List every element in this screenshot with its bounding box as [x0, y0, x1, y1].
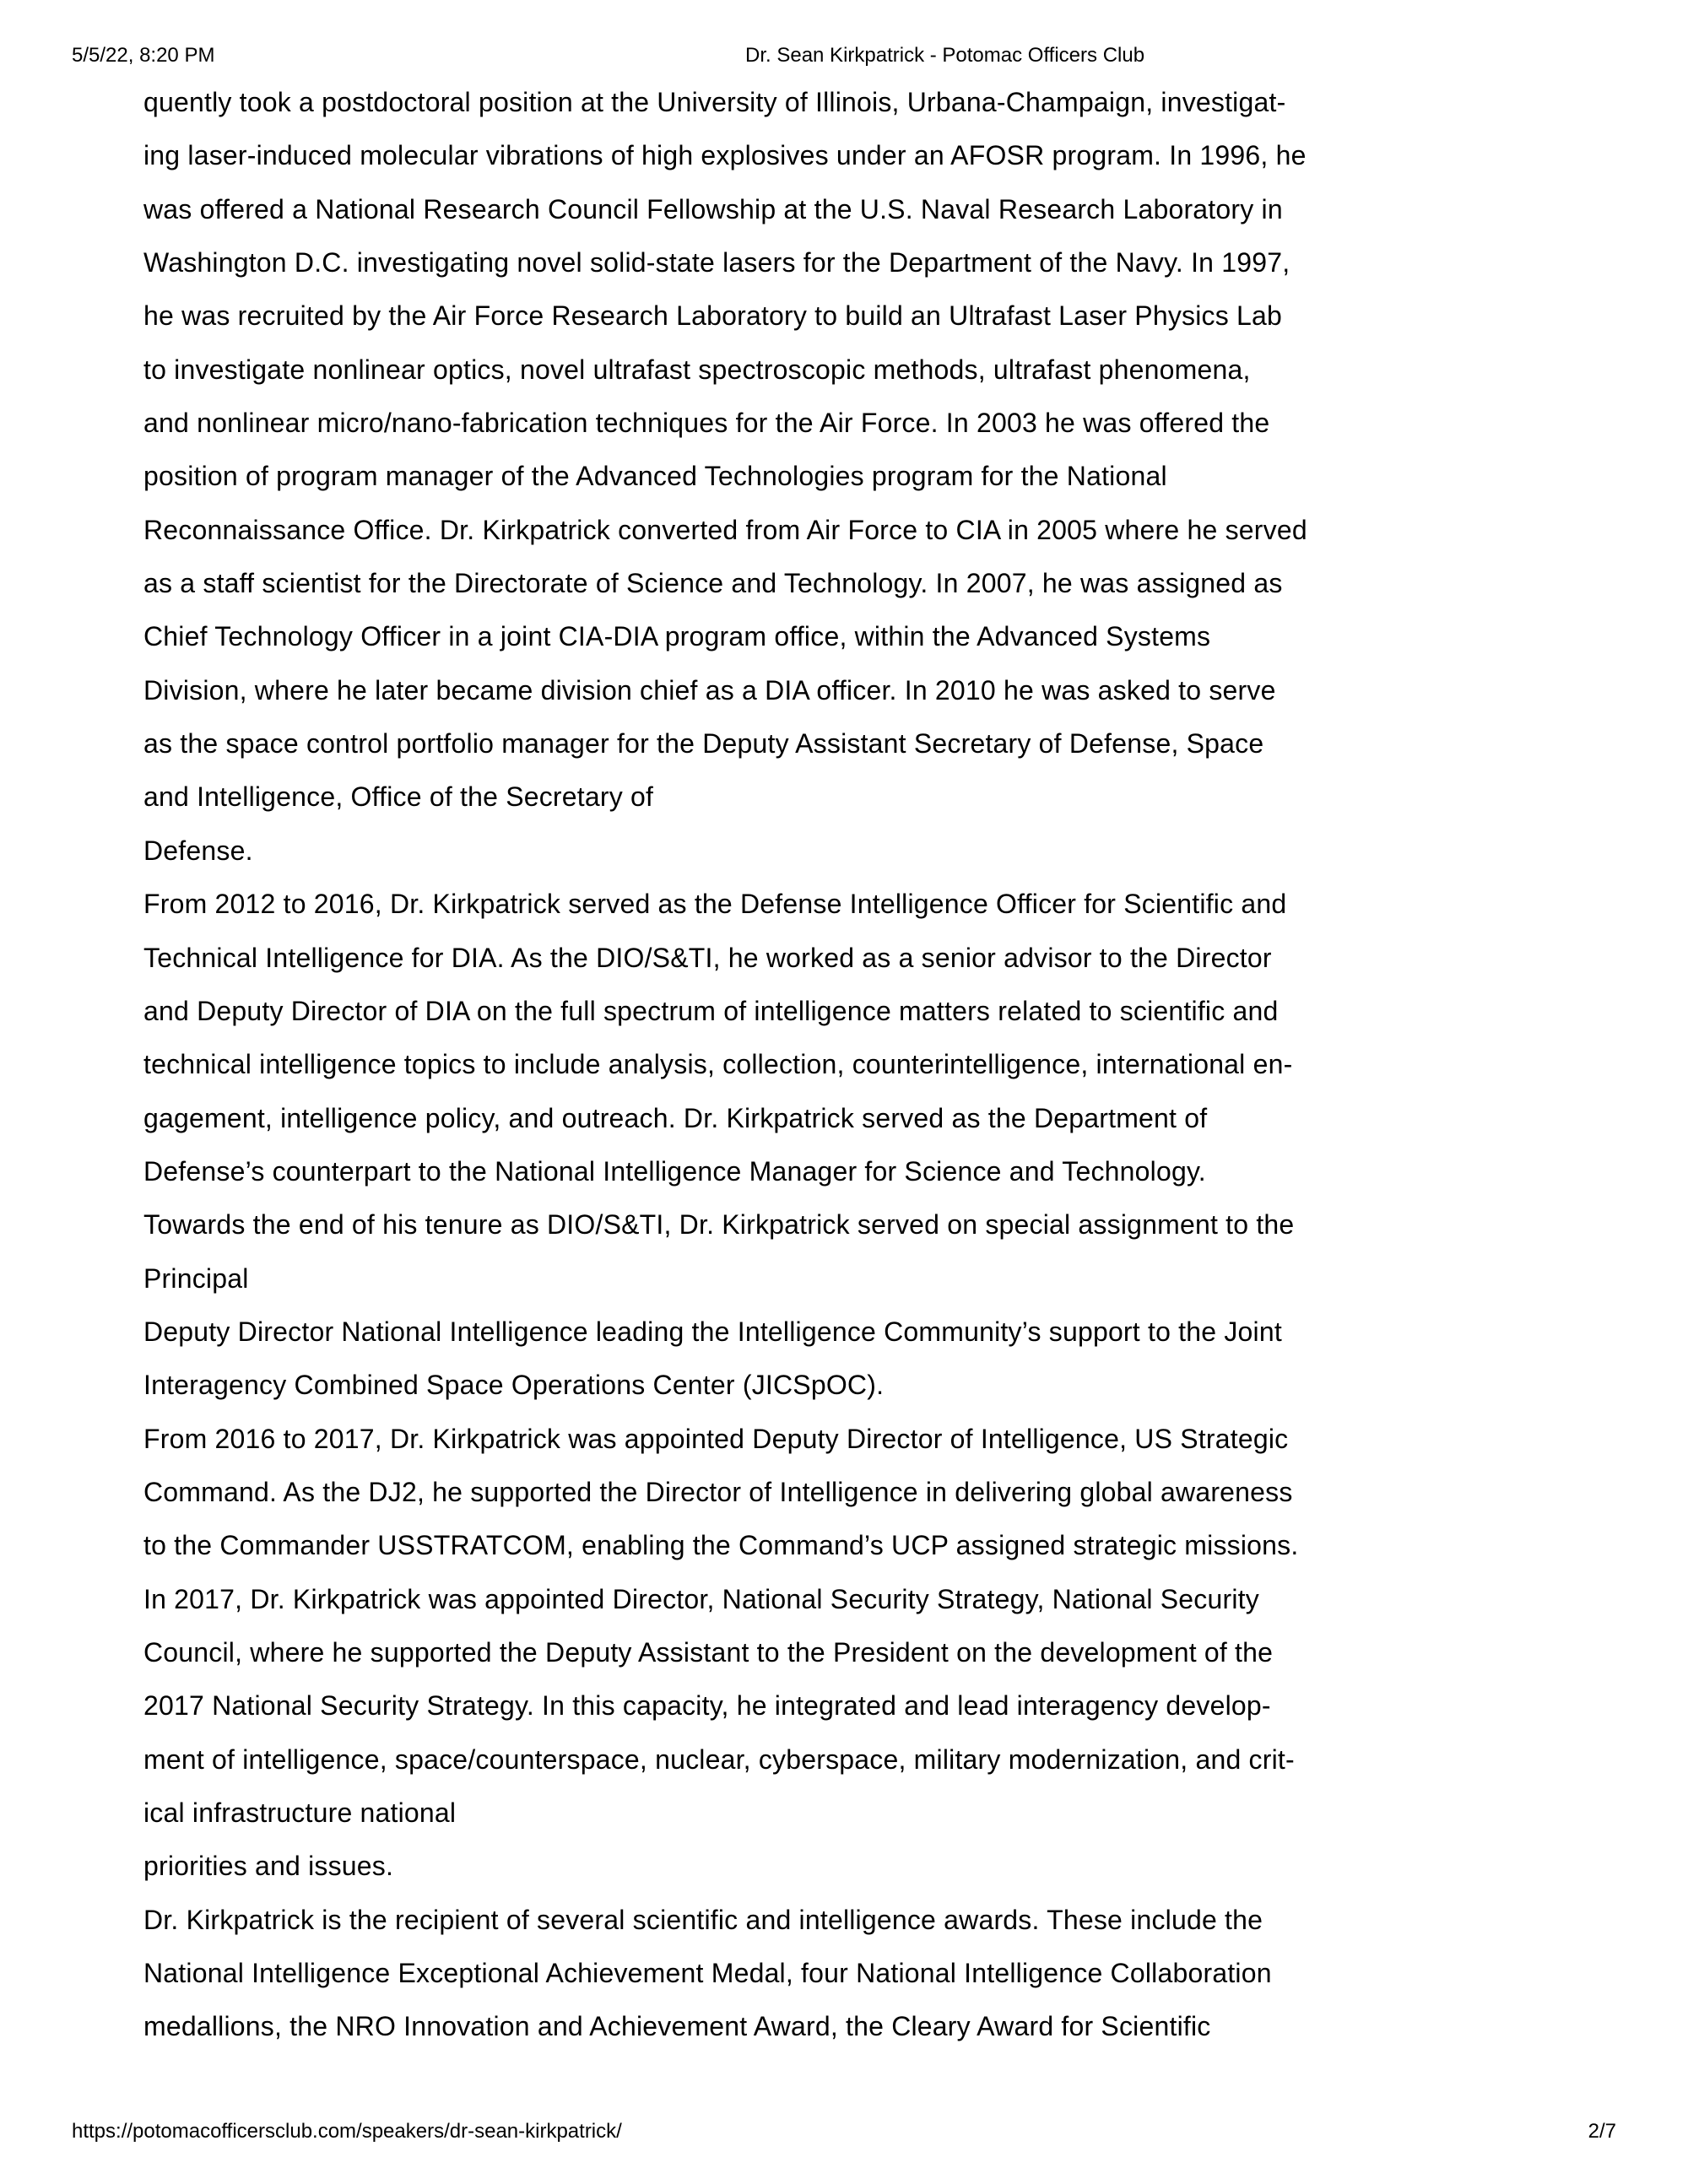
print-footer-page-indicator: 2/7: [1588, 2120, 1616, 2143]
body-line: 2017 National Security Strategy. In this capacity, he integrated and lead interagency develop-: [143, 1690, 1271, 1722]
document-body: [143, 76, 1595, 2054]
print-header-datetime: 5/5/22, 8:20 PM: [72, 44, 215, 67]
body-line: From 2012 to 2016, Dr. Kirkpatrick served as the Defense Intelligence Officer for Scientific and: [143, 889, 1287, 920]
body-line: ment of intelligence, space/counterspace, nuclear, cyberspace, military modernization, and crit-: [143, 1743, 1295, 1775]
body-line: gagement, intelligence policy, and outreach. Dr. Kirkpatrick served as the Department of: [143, 1102, 1208, 1133]
body-line: Interagency Combined Space Operations Center (JICSpOC).: [143, 1370, 885, 1401]
body-line: Council, where he supported the Deputy Assistant to the President on the development of the: [143, 1636, 1274, 1668]
body-line: quently took a postdoctoral position at the University of Illinois, Urbana-Champaign, investigat-: [143, 87, 1286, 117]
body-line: Division, where he later became division chief as a DIA officer. In 2010 he was asked to serve: [143, 674, 1276, 705]
body-line: National Intelligence Exceptional Achievement Medal, four National Intelligence Collaboration: [143, 1958, 1272, 1989]
body-line: as a staff scientist for the Directorate of Science and Technology. In 2007, he was assigned as: [143, 568, 1283, 599]
body-line: ical infrastructure national: [143, 1797, 457, 1828]
body-line: ing laser-induced molecular vibrations of high explosives under an AFOSR program. In 1996, he: [143, 140, 1307, 171]
body-line: as the space control portfolio manager for the Deputy Assistant Secretary of Defense, Space: [143, 728, 1264, 760]
body-line: technical intelligence topics to include analysis, collection, counterintelligence, international en-: [143, 1049, 1293, 1080]
body-line: From 2016 to 2017, Dr. Kirkpatrick was appointed Deputy Director of Intelligence, US Strategic: [143, 1423, 1289, 1454]
body-line: Technical Intelligence for DIA. As the DIO/S&TI, he worked as a senior advisor to the Director: [143, 942, 1272, 973]
body-line: medallions, the NRO Innovation and Achievement Award, the Cleary Award for Scientific: [143, 2011, 1211, 2042]
body-line: Dr. Kirkpatrick is the recipient of several scientific and intelligence awards. These include the: [143, 1904, 1263, 1935]
body-line: Reconnaissance Office. Dr. Kirkpatrick converted from Air Force to CIA in 2005 where he served: [143, 514, 1307, 545]
body-line: and Intelligence, Office of the Secretary of: [143, 781, 654, 813]
print-footer-url: https://potomacofficersclub.com/speakers/dr-sean-kirkpatrick/: [72, 2120, 622, 2143]
body-line: he was recruited by the Air Force Research Laboratory to build an Ultrafast Laser Physics Lab: [143, 300, 1283, 332]
body-line: and nonlinear micro/nano-fabrication techniques for the Air Force. In 2003 he was offered the: [143, 408, 1270, 439]
body-line: to the Commander USSTRATCOM, enabling the Command’s UCP assigned strategic missions.: [143, 1530, 1299, 1561]
body-line: Deputy Director National Intelligence leading the Intelligence Community’s support to the Joint: [143, 1316, 1282, 1347]
body-line: Principal: [143, 1262, 249, 1294]
body-line: Command. As the DJ2, he supported the Director of Intelligence in delivering global awareness: [143, 1476, 1293, 1507]
body-line: In 2017, Dr. Kirkpatrick was appointed Director, National Security Strategy, National Security: [143, 1583, 1259, 1614]
print-header-title: Dr. Sean Kirkpatrick - Potomac Officers Club: [745, 44, 1145, 67]
body-line: to investigate nonlinear optics, novel ultrafast spectroscopic methods, ultrafast phenomena,: [143, 354, 1251, 385]
body-line: position of program manager of the Advanced Technologies program for the National: [143, 461, 1167, 492]
body-line: priorities and issues.: [143, 1851, 394, 1882]
body-line: and Deputy Director of DIA on the full spectrum of intelligence matters related to scientific and: [143, 995, 1279, 1026]
body-line: Washington D.C. investigating novel solid-state lasers for the Department of the Navy. In 1997,: [143, 247, 1290, 278]
body-line: was offered a National Research Council Fellowship at the U.S. Naval Research Laboratory in: [143, 193, 1283, 224]
body-line: Defense’s counterpart to the National Intelligence Manager for Science and Technology.: [143, 1155, 1206, 1187]
body-line: Defense.: [143, 835, 253, 866]
body-line: Chief Technology Officer in a joint CIA-DIA program office, within the Advanced Systems: [143, 621, 1211, 652]
body-line: Towards the end of his tenure as DIO/S&TI, Dr. Kirkpatrick served on special assignment to the: [143, 1209, 1295, 1241]
